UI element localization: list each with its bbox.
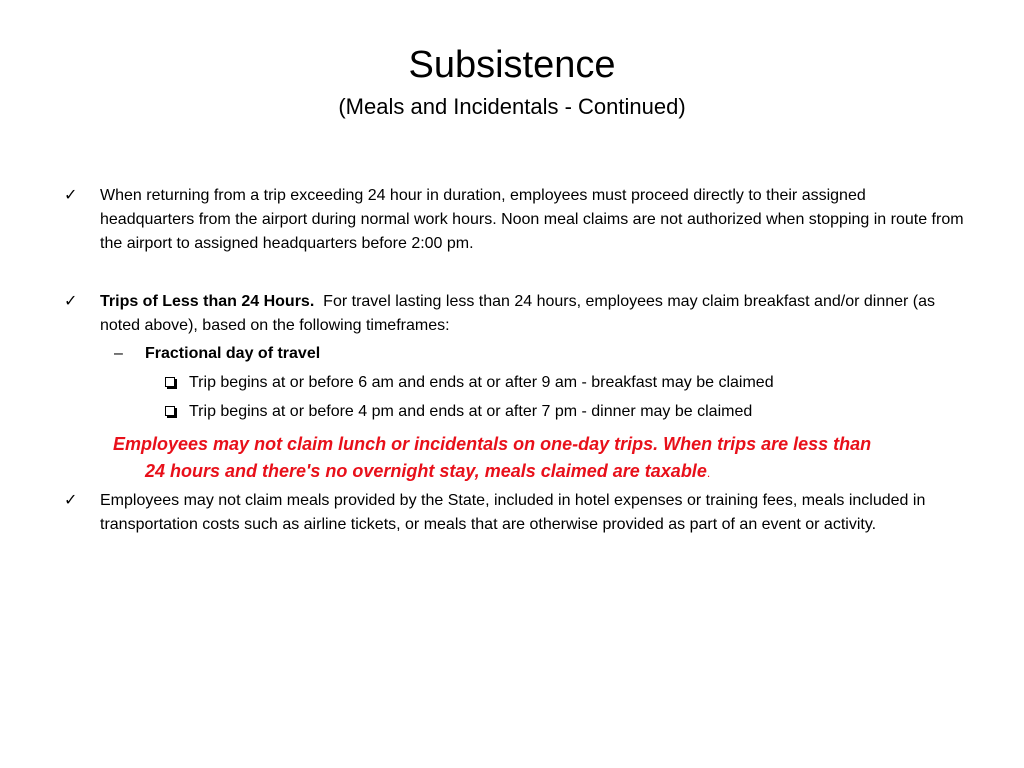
sub-sub-text: Trip begins at or before 6 am and ends at or after 9 am - breakfast may be claimed: [189, 374, 774, 391]
bullet-text: Employees may not claim meals provided by the State, included in hotel expenses or training fees, meals included in transportation costs such as airline tickets, or meals that are otherwise provided as part of an event or activity.: [100, 492, 926, 533]
note-line-1: Employees may not claim lunch or incidentals on one-day trips. When trips are less than: [113, 434, 872, 454]
bullet-return-trip: [64, 184, 964, 256]
title-block: [0, 40, 1024, 122]
bullet-heading: Trips of Less than 24 Hours.: [100, 293, 315, 310]
checkmark-icon: ✓: [64, 187, 78, 204]
bullet-text: When returning from a trip exceeding 24 hour in duration, employees must proceed directly to their assigned headquarters from the airport during normal work hours. Noon meal claims are not authorized when stopping in route from the airport to assigned headquarters before 2:00 pm.: [100, 187, 964, 252]
bullet-provided-meals: [64, 489, 964, 537]
sub-sub-text: Trip begins at or before 4 pm and ends at or after 7 pm - dinner may be claimed: [189, 403, 753, 420]
sub-heading: Fractional day of travel: [145, 345, 321, 362]
slide-body: [64, 184, 964, 537]
slide-subtitle: (Meals and Incidentals - Continued): [338, 94, 686, 119]
checkbox-square-icon: [165, 377, 175, 387]
checkmark-icon: ✓: [64, 293, 78, 310]
sub-sub-item-breakfast: [64, 371, 964, 395]
checkmark-icon: ✓: [64, 492, 78, 509]
checkbox-square-icon: [165, 406, 175, 416]
note-period: .: [706, 466, 711, 480]
bullet-short-trips: [64, 290, 964, 338]
sub-sub-item-dinner: [64, 400, 964, 424]
sub-item-fractional-day: [64, 342, 964, 366]
bullet-text: For travel lasting less than 24 hours, employees may claim breakfast and/or dinner (as noted above), based on the following timeframes:: [100, 293, 940, 334]
note-line-2: 24 hours and there's no overnight stay, meals claimed are taxable: [145, 461, 707, 481]
slide-title: Subsistence: [408, 44, 616, 86]
dash-bullet: –: [114, 345, 123, 362]
taxable-meals-note: [64, 431, 953, 487]
note-line-2-wrap: [113, 458, 953, 487]
